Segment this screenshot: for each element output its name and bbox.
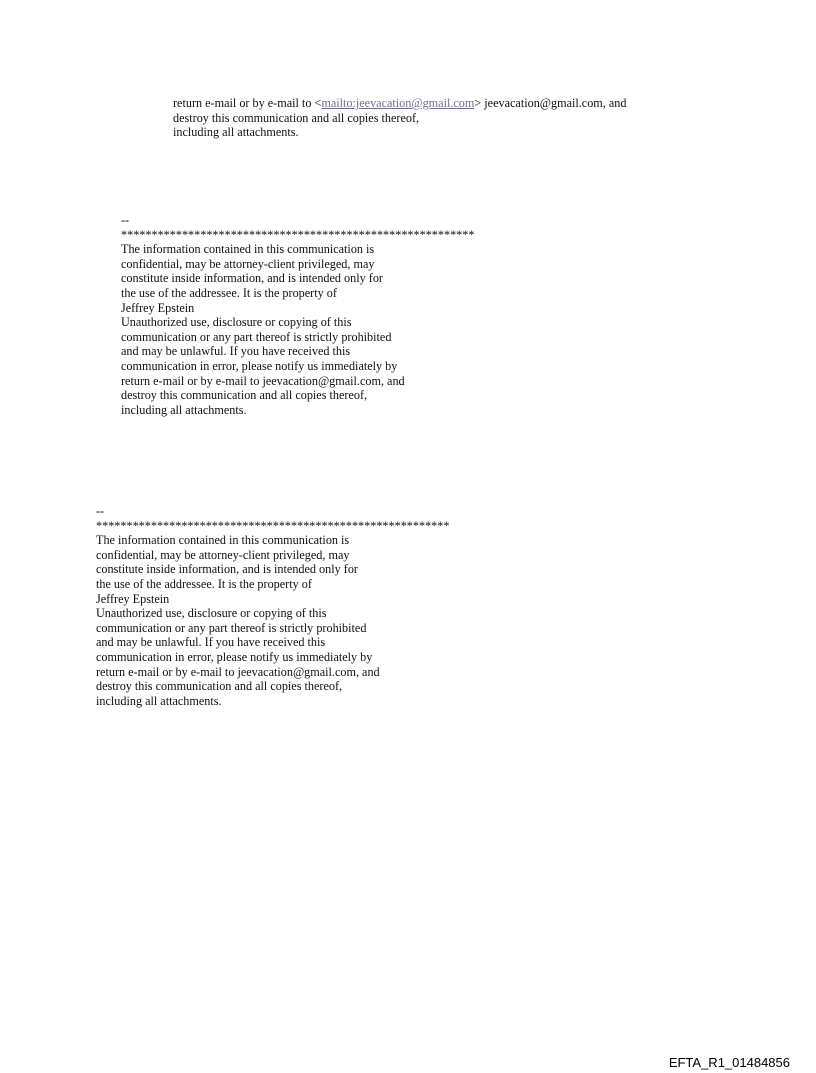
disclaimer-line: destroy this communication and all copies thereof, [121,388,368,403]
disclaimer-line: return e-mail or by e-mail to jeevacation@gmail.com, and [96,664,380,679]
asterisk-divider: ********************************************************** [121,227,475,242]
email-signature-disclaimer [96,504,449,708]
disclaimer-line: the use of the addressee. It is the property of [121,285,337,300]
disclaimer-line: constitute inside information, and is intended only for [96,562,358,577]
signature-separator: -- [121,213,130,227]
disclaimer-line-suffix: > jeevacation@gmail.com, and [474,96,627,110]
disclaimer-owner-name: Jeffrey Epstein [96,591,170,606]
disclaimer-line: The information contained in this communication is [121,242,375,257]
disclaimer-line: and may be unlawful. If you have received this [121,344,351,359]
disclaimer-line: constitute inside information, and is intended only for [121,271,383,286]
document-id-stamp: EFTA_R1_01484856 [668,1055,790,1070]
email-signature-disclaimer [121,213,474,417]
disclaimer-line: confidential, may be attorney-client privileged, may [96,547,350,562]
disclaimer-line [173,96,626,111]
quoted-disclaimer-tail [173,96,626,140]
disclaimer-line: return e-mail or by e-mail to jeevacation@gmail.com, and [121,373,405,388]
disclaimer-line: and may be unlawful. If you have received this [96,635,326,650]
signature-separator: -- [96,504,105,518]
disclaimer-line: including all attachments. [121,402,247,417]
disclaimer-line: Unauthorized use, disclosure or copying of this [121,315,352,330]
disclaimer-line: communication in error, please notify us immediately by [96,649,373,664]
disclaimer-line: Unauthorized use, disclosure or copying of this [96,606,327,621]
disclaimer-line-prefix: return e-mail or by e-mail to < [173,96,322,110]
disclaimer-line: The information contained in this communication is [96,533,350,548]
disclaimer-line: confidential, may be attorney-client privileged, may [121,256,375,271]
mailto-link[interactable]: mailto:jeevacation@gmail.com [321,96,475,110]
disclaimer-owner-name: Jeffrey Epstein [121,300,195,315]
disclaimer-line: destroy this communication and all copies thereof, [96,679,343,694]
disclaimer-line: communication in error, please notify us immediately by [121,358,398,373]
disclaimer-line: including all attachments. [173,125,299,140]
disclaimer-line: the use of the addressee. It is the property of [96,576,312,591]
disclaimer-line: communication or any part thereof is strictly prohibited [96,620,367,635]
disclaimer-line: destroy this communication and all copies thereof, [173,110,420,125]
disclaimer-line: communication or any part thereof is strictly prohibited [121,329,392,344]
disclaimer-line: including all attachments. [96,693,222,708]
asterisk-divider: ********************************************************** [96,518,450,533]
